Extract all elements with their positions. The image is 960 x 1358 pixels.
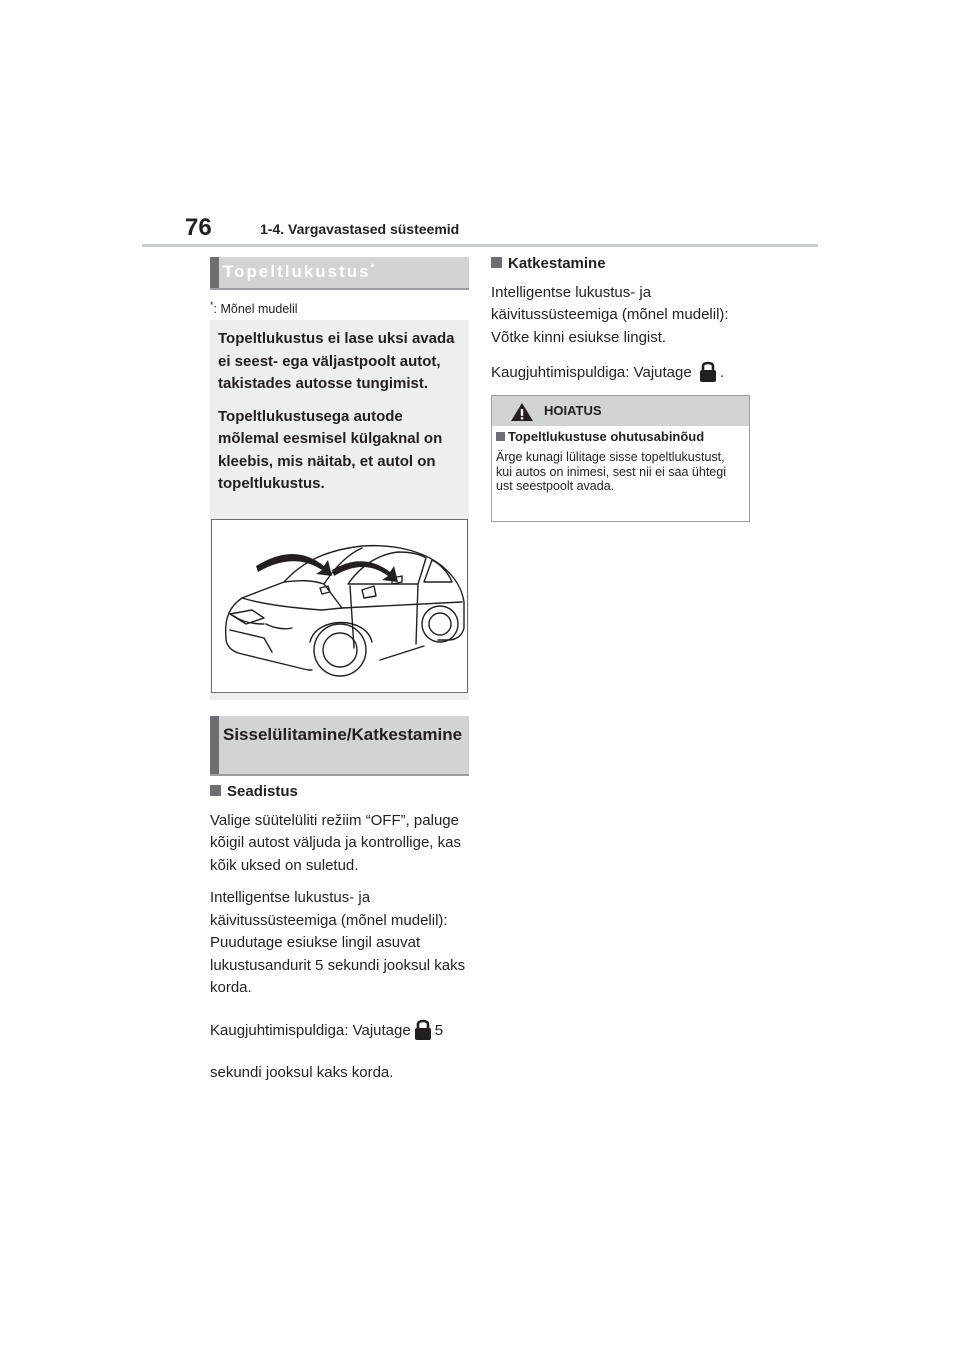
- header-rule: [142, 244, 818, 247]
- warning-header: [492, 396, 749, 426]
- section-title: Topeltlukustus: [223, 262, 371, 281]
- section-title-bar: [210, 257, 469, 290]
- setup-paragraph-2: Intelligentse lukustus- ja käivitussüsteemiga (mõnel mudelil): Puudutage esiukse lingil asuvat lukustusandurit 5 sekundi jooksul kaks korda.: [210, 889, 466, 996]
- warning-subheading: [496, 429, 704, 444]
- setup-heading: Seadistus: [227, 783, 298, 800]
- info-paragraph-2: Topeltlukustusega autode mõlemal eesmisel külgaknal on kleebis, mis näitab, et autol on topeltlukustus.: [218, 407, 443, 492]
- section-title-marker: *: [370, 262, 375, 274]
- page-number: 76: [185, 214, 212, 241]
- warning-subheading-text: Topeltlukustuse ohutusabinõud: [508, 429, 705, 444]
- bullet-square-icon: [210, 785, 221, 796]
- cancel-section: [491, 253, 753, 395]
- warning-box: [491, 395, 750, 522]
- setup-paragraph-3-end: 5 sekundi jooksul kaks korda.: [210, 1021, 444, 1081]
- setup-paragraph-3-start: Kaugjuhtimispuldiga: Vajutage: [210, 1021, 411, 1039]
- section2-title: Sisselülitamine/Katkestamine: [223, 725, 463, 744]
- setup-section: [210, 781, 472, 1104]
- section2-title-bar: [210, 716, 469, 776]
- bullet-square-icon: [491, 257, 502, 268]
- cancel-paragraph-2-start: Kaugjuhtimispuldiga: Vajutage: [491, 364, 692, 381]
- footnote: [210, 300, 298, 316]
- warning-text: Ärge kunagi lülitage sisse topeltlukustust, kui autos on inimesi, sest nii ei saa ühtegi ust seestpoolt avada.: [496, 450, 726, 493]
- lock-button-icon: [699, 359, 717, 383]
- bullet-square-icon: [496, 432, 505, 441]
- setup-paragraph-3: [210, 1010, 472, 1094]
- warning-triangle-icon: [510, 402, 534, 422]
- running-head: 1-4. Vargavastased süsteemid: [260, 221, 460, 237]
- cancel-paragraph-2: [491, 359, 753, 385]
- car-illustration: [211, 519, 468, 693]
- info-paragraph-1: Topeltlukustus ei lase uksi avada ei seest- ega väljastpoolt autot, takistades autosse tungimist.: [218, 330, 455, 392]
- cancel-paragraph-2-end: .: [719, 364, 725, 381]
- car-drawing: [212, 520, 466, 691]
- setup-paragraph-1: Valige süütelüliti režiim “OFF”, paluge kõigil autost väljuda ja kontrollige, kas kõik uksed on suletud.: [210, 811, 461, 874]
- cancel-heading: Katkestamine: [508, 255, 606, 272]
- lock-button-icon: [414, 1016, 432, 1040]
- warning-title: HOIATUS: [544, 403, 602, 418]
- cancel-paragraph-1: Intelligentse lukustus- ja käivitussüsteemiga (mõnel mudelil): Võtke kinni esiukse lingist.: [491, 283, 729, 346]
- footnote-text: : Mõnel mudelil: [213, 302, 298, 317]
- footnote-marker: *: [210, 300, 214, 310]
